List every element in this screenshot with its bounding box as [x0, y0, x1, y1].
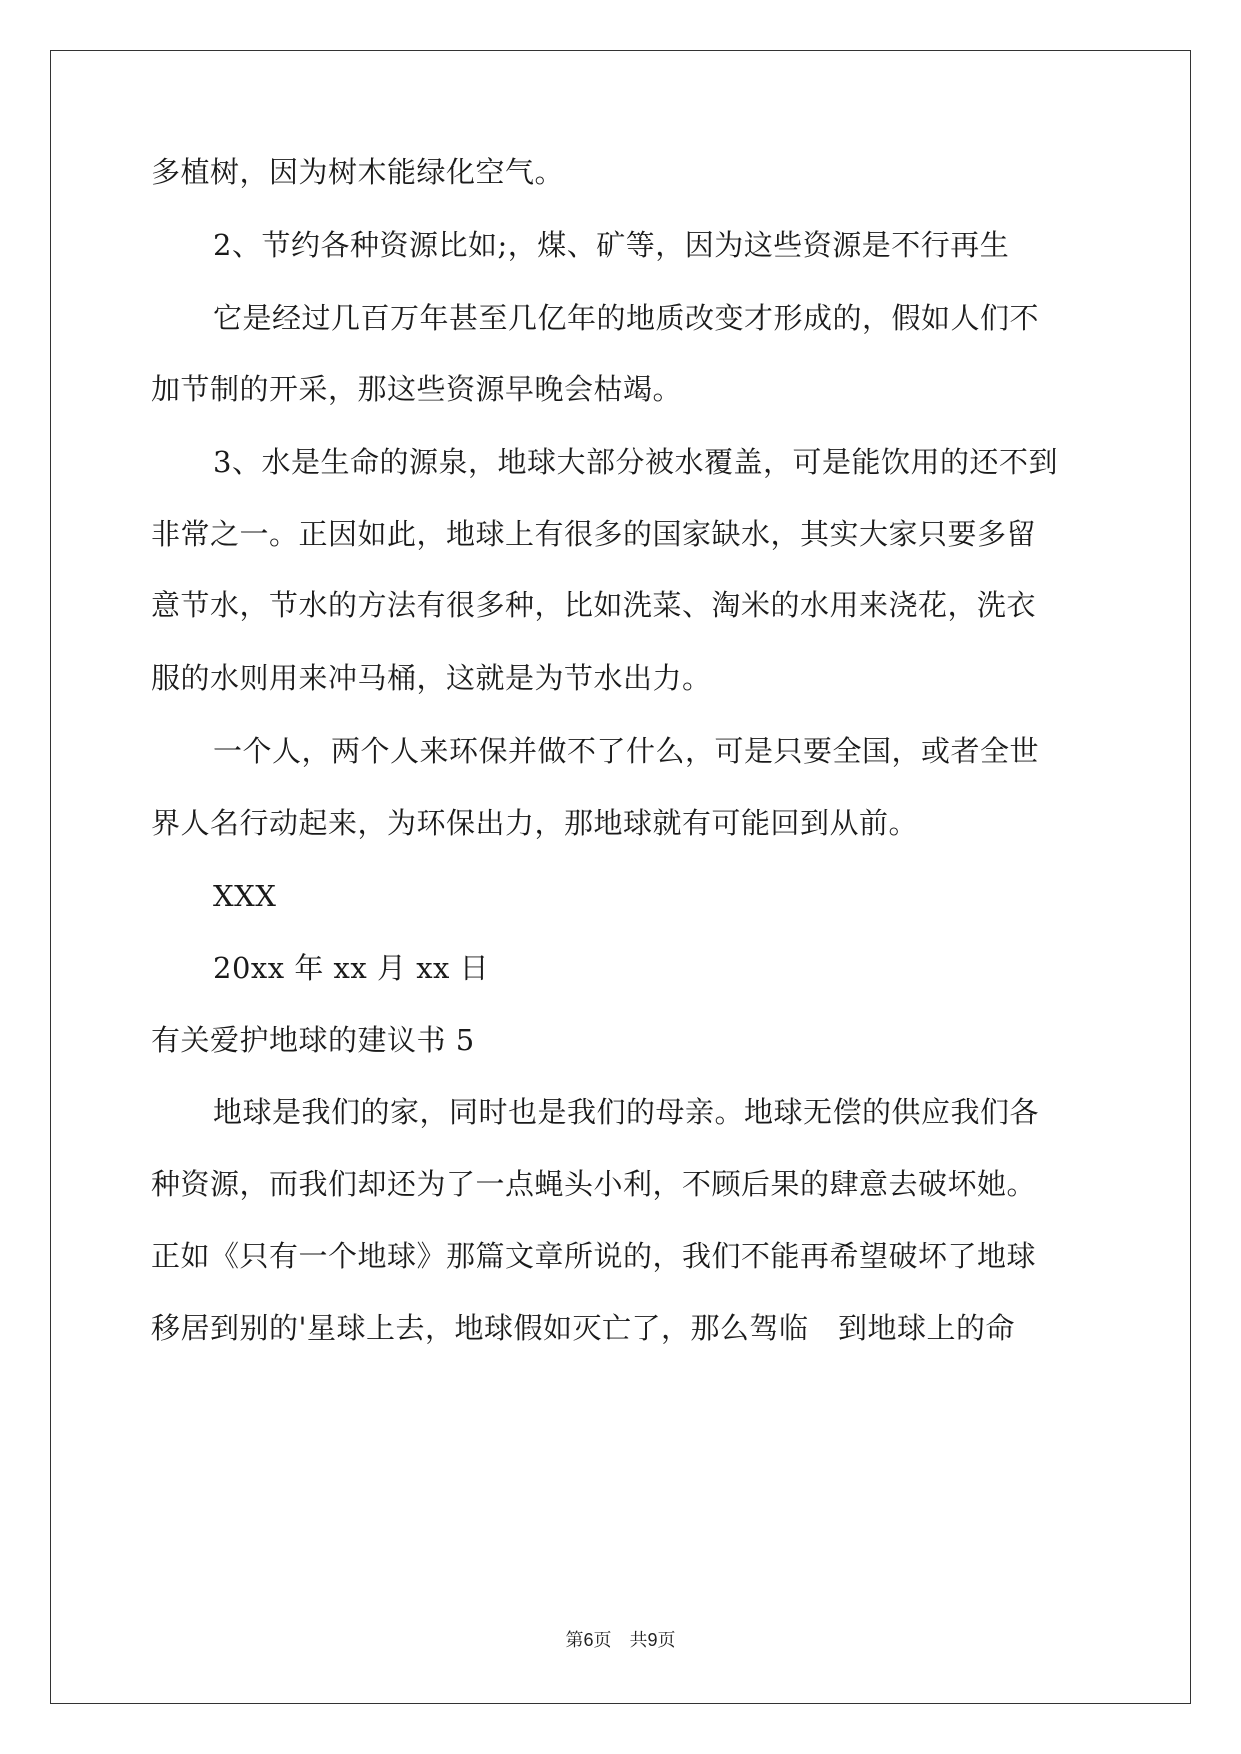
page-current: 6: [583, 1630, 594, 1650]
text-line: 2、节约各种资源比如;，煤、矿等，因为这些资源是不行再生: [213, 228, 1010, 262]
page-footer: [0, 1628, 1241, 1653]
text-line: 地球是我们的家，同时也是我们的母亲。地球无偿的供应我们各: [213, 1095, 1040, 1129]
signature-date: 20xx 年 xx 月 xx 日: [213, 951, 490, 985]
text-line: 多植树，因为树木能绿化空气。: [151, 155, 565, 189]
text-line: 意节水，节水的方法有很多种，比如洗菜、淘米的水用来浇花，洗衣: [151, 588, 1037, 622]
text-line: 非常之一。正因如此，地球上有很多的国家缺水，其实大家只要多留: [151, 517, 1037, 551]
text-line: 加节制的开采，那这些资源早晚会枯竭。: [151, 372, 683, 406]
text-line: 移居到别的'星球上去，地球假如灭亡了，那么驾临 到地球上的命: [151, 1311, 1015, 1345]
page-mid: 页 共: [593, 1630, 648, 1651]
text-line: 一个人，两个人来环保并做不了什么，可是只要全国，或者全世: [213, 734, 1040, 768]
page-prefix: 第: [565, 1630, 584, 1651]
page-total: 9: [647, 1630, 658, 1650]
text-line: 种资源，而我们却还为了一点蝇头小利，不顾后果的肆意去破坏她。: [151, 1167, 1037, 1201]
text-line: 服的水则用来冲马桶，这就是为节水出力。: [151, 661, 712, 695]
signature-name: XXX: [213, 879, 277, 913]
text-line: 界人名行动起来，为环保出力，那地球就有可能回到从前。: [151, 806, 919, 840]
section-heading: 有关爱护地球的建议书 5: [151, 1023, 475, 1057]
text-line: 它是经过几百万年甚至几亿年的地质改变才形成的，假如人们不: [213, 301, 1040, 335]
text-line: 正如《只有一个地球》那篇文章所说的，我们不能再希望破坏了地球: [151, 1239, 1037, 1273]
text-line: 3、水是生命的源泉，地球大部分被水覆盖，可是能饮用的还不到: [213, 445, 1058, 479]
page-suffix: 页: [657, 1630, 676, 1651]
